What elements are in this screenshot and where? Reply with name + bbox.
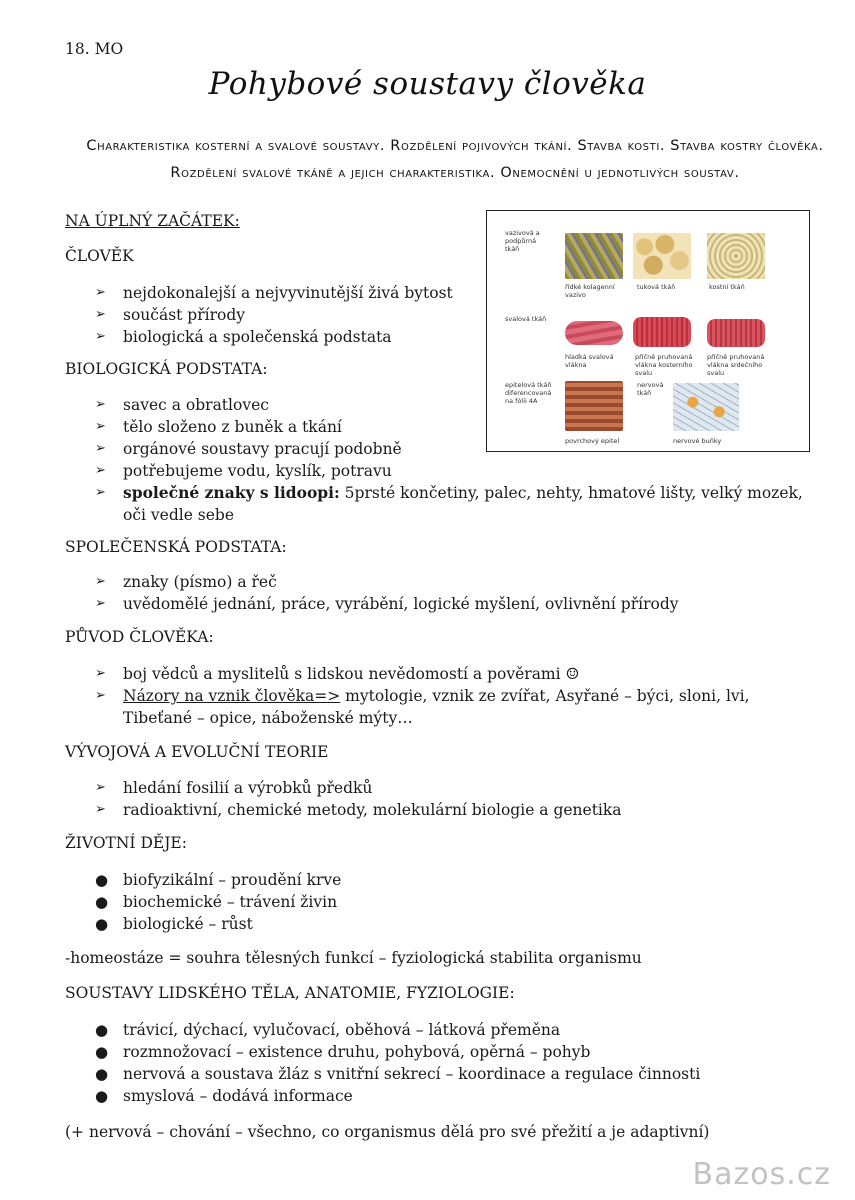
spol-heading: SPOLEČENSKÁ PODSTATA: bbox=[65, 538, 287, 556]
soustavy-heading: SOUSTAVY LIDSKÉHO TĚLA, ANATOMIE, FYZIOLOGIE: bbox=[65, 984, 515, 1002]
intro-heading: NA ÚPLNÝ ZAČÁTEK: bbox=[65, 212, 240, 230]
dot-bullet-icon: ● bbox=[95, 1087, 109, 1105]
list-item: ● nervová a soustava žláz s vnitřní sekrecí – koordinace a regulace činnosti bbox=[95, 1065, 701, 1083]
page-subtitle: Charakteristika kosterní a svalové soustavy. Rozdělení pojivových tkání. Stavba kosti. Stavba kostry člověka. Rozdělení svalové tkáně a jejich charakteristika. Onemocnění u jednotlivých soustav. bbox=[86, 138, 824, 181]
site-watermark: Bazos.cz bbox=[692, 1157, 831, 1192]
list-item: ➢ nejdokonalejší a nejvyvinutější živá bytost bbox=[95, 284, 453, 302]
list-item: ➢ Názory na vznik člověka=> mytologie, vznik ze zvířat, Asyřané – býci, sloni, lvi, Tibeťané – opice, náboženské mýty… bbox=[95, 687, 750, 727]
cardiac-muscle-image bbox=[707, 319, 765, 347]
dot-bullet-icon: ● bbox=[95, 1065, 109, 1083]
zivotni-heading: ŽIVOTNÍ DĚJE: bbox=[65, 834, 187, 852]
dot-bullet-icon: ● bbox=[95, 893, 109, 911]
figure-row-label: vazivová a podpůrná tkáň bbox=[505, 229, 540, 253]
figure-row-label: svalová tkáň bbox=[505, 315, 547, 323]
list-item: ➢ orgánové soustavy pracují podobně bbox=[95, 440, 402, 458]
list-item: ● biofyzikální – proudění krve bbox=[95, 871, 342, 889]
dot-bullet-icon: ● bbox=[95, 1021, 109, 1039]
footer-note: (+ nervová – chování – všechno, co organismus dělá pro své přežití a je adaptivní) bbox=[65, 1123, 710, 1141]
list-item: ➢ potřebujeme vodu, kyslík, potravu bbox=[95, 462, 392, 480]
list-item: ➢ biologická a společenská podstata bbox=[95, 328, 392, 346]
list-item: ➢ boj vědců a myslitelů s lidskou nevědomostí a pověrami ☺ bbox=[95, 665, 580, 683]
arrow-bullet-icon: ➢ bbox=[95, 285, 106, 300]
adipose-tissue-image bbox=[633, 233, 691, 279]
dot-bullet-icon: ● bbox=[95, 1043, 109, 1061]
bio-heading: BIOLOGICKÁ PODSTATA: bbox=[65, 360, 268, 378]
arrow-bullet-icon: ➢ bbox=[95, 329, 106, 344]
list-item: ● biochemické – trávení živin bbox=[95, 893, 338, 911]
arrow-bullet-icon: ➢ bbox=[95, 780, 106, 795]
vyvoj-heading: VÝVOJOVÁ A EVOLUČNÍ TEORIE bbox=[65, 743, 329, 761]
arrow-bullet-icon: ➢ bbox=[95, 307, 106, 322]
nerve-cells-image bbox=[673, 383, 739, 431]
figure-caption: příčně pruhovaná vlákna srdečního svalu bbox=[707, 353, 765, 377]
figure-caption: povrchový epitel bbox=[565, 437, 620, 445]
list-item: ➢ znaky (písmo) a řeč bbox=[95, 573, 277, 591]
figure-caption: příčně pruhovaná vlákna kosterního svalu bbox=[635, 353, 693, 377]
epithelium-image bbox=[565, 381, 623, 431]
list-item: ● trávicí, dýchací, vylučovací, oběhová – látková přeměna bbox=[95, 1021, 561, 1039]
spol-list bbox=[95, 571, 815, 615]
arrow-bullet-icon: ➢ bbox=[95, 419, 106, 434]
smooth-muscle-image bbox=[565, 321, 623, 345]
tissue-figure bbox=[486, 210, 810, 452]
arrow-bullet-icon: ➢ bbox=[95, 688, 106, 703]
clovek-heading: ČLOVĚK bbox=[65, 247, 134, 265]
list-item: ➢ radioaktivní, chemické metody, molekulární biologie a genetika bbox=[95, 801, 622, 819]
figure-caption: hladká svalová vlákna bbox=[565, 353, 614, 369]
figure-caption: nervové buňky bbox=[673, 437, 722, 445]
dot-bullet-icon: ● bbox=[95, 915, 109, 933]
dot-bullet-icon: ● bbox=[95, 871, 109, 889]
list-item: ➢ součást přírody bbox=[95, 306, 246, 324]
list-item: ● rozmnožovací – existence druhu, pohybová, opěrná – pohyb bbox=[95, 1043, 591, 1061]
homeostaze-note: -homeostáze = souhra tělesných funkcí – fyziologická stabilita organismu bbox=[65, 949, 642, 967]
arrow-bullet-icon: ➢ bbox=[95, 485, 106, 500]
list-item: ➢ hledání fosilií a výrobků předků bbox=[95, 779, 373, 797]
soustavy-list bbox=[95, 1019, 815, 1107]
figure-row-label: nervová tkáň bbox=[637, 381, 664, 397]
arrow-bullet-icon: ➢ bbox=[95, 441, 106, 456]
list-item: ● biologické – růst bbox=[95, 915, 253, 933]
list-item: ➢ uvědomělé jednání, práce, vyrábění, logické myšlení, ovlivnění přírody bbox=[95, 595, 679, 613]
figure-caption: tuková tkáň bbox=[637, 283, 676, 291]
bone-tissue-image bbox=[707, 233, 765, 279]
puvod-list bbox=[95, 663, 815, 729]
arrow-bullet-icon: ➢ bbox=[95, 463, 106, 478]
document-code: 18. MO bbox=[65, 40, 124, 58]
puvod-heading: PŮVOD ČLOVĚKA: bbox=[65, 628, 214, 646]
list-item: ➢ savec a obratlovec bbox=[95, 396, 269, 414]
list-item: ● smyslová – dodává informace bbox=[95, 1087, 353, 1105]
skeletal-muscle-image bbox=[633, 317, 691, 347]
zivotni-list bbox=[95, 869, 815, 935]
figure-row-label: epitelová tkáň diferencovaná na fólii 4A bbox=[505, 381, 552, 405]
arrow-bullet-icon: ➢ bbox=[95, 802, 106, 817]
vyvoj-list bbox=[95, 777, 815, 821]
arrow-bullet-icon: ➢ bbox=[95, 596, 106, 611]
list-item: ➢ tělo složeno z buněk a tkání bbox=[95, 418, 342, 436]
figure-caption: kostní tkáň bbox=[709, 283, 745, 291]
list-item: ➢ společné znaky s lidoopi: 5prsté končetiny, palec, nehty, hmatové lišty, velký mozek, oči vedle sebe bbox=[95, 483, 803, 524]
arrow-bullet-icon: ➢ bbox=[95, 666, 106, 681]
arrow-bullet-icon: ➢ bbox=[95, 397, 106, 412]
arrow-bullet-icon: ➢ bbox=[95, 574, 106, 589]
page-title: Pohybové soustavy člověka bbox=[208, 66, 647, 102]
figure-caption: řídké kolagenní vazivo bbox=[565, 283, 615, 299]
loose-connective-tissue-image bbox=[565, 233, 623, 279]
